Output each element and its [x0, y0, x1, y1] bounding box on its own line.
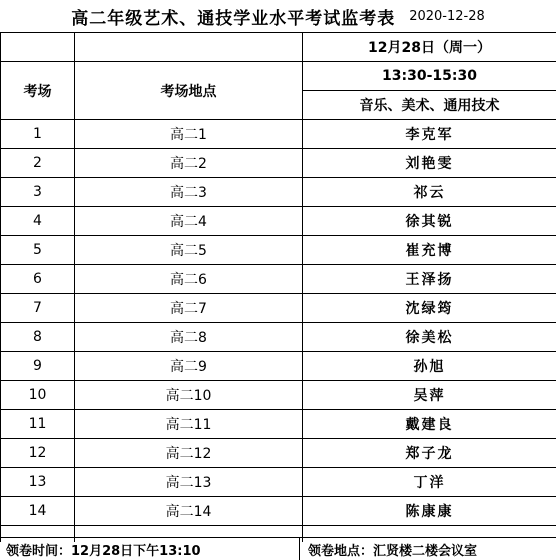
room-cell: 11: [1, 410, 75, 439]
table-row: [1, 352, 556, 381]
room-cell: 6: [1, 265, 75, 294]
room-cell: 14: [1, 497, 75, 526]
room-cell: 7: [1, 294, 75, 323]
proctor-cell: 王泽扬: [303, 265, 556, 294]
location-cell: 高二12: [75, 439, 303, 468]
room-cell: 12: [1, 439, 75, 468]
proctor-cell: 李克军: [303, 120, 556, 149]
location-cell: 高二1: [75, 120, 303, 149]
table-row: [1, 149, 556, 178]
proctor-cell: 丁洋: [303, 468, 556, 497]
proctor-cell: 崔充博: [303, 236, 556, 265]
room-cell: 3: [1, 178, 75, 207]
collect-time: 领卷时间：12月28日下午13:10: [0, 538, 300, 560]
table-row: [1, 120, 556, 149]
location-cell: 高二10: [75, 381, 303, 410]
location-cell: 高二9: [75, 352, 303, 381]
table-row: [1, 497, 556, 526]
table-row: [1, 323, 556, 352]
room-cell: 2: [1, 149, 75, 178]
room-cell: 10: [1, 381, 75, 410]
sheet-title: 高二年级艺术、通技学业水平考试监考表: [71, 4, 395, 29]
table-row: [1, 410, 556, 439]
proctor-cell: 徐其锐: [303, 207, 556, 236]
header-blank-cell: [1, 33, 75, 62]
location-cell: 高二14: [75, 497, 303, 526]
footer: [0, 537, 556, 560]
location-cell: 高二3: [75, 178, 303, 207]
collect-place: 领卷地点：汇贤楼二楼会议室: [300, 540, 477, 559]
table-row: [1, 265, 556, 294]
room-cell: 4: [1, 207, 75, 236]
table-row: [1, 381, 556, 410]
proctor-cell: 沈绿筠: [303, 294, 556, 323]
header-location: 考场地点: [75, 62, 303, 120]
proctor-cell: 祁云: [303, 178, 556, 207]
header-subjects: 音乐、美术、通用技术: [303, 91, 556, 120]
table-row: [1, 178, 556, 207]
proctor-cell: 陈康康: [303, 497, 556, 526]
title-row: [0, 0, 556, 32]
header-row-date: [1, 33, 556, 62]
header-row-time: [1, 62, 556, 91]
table-row: [1, 439, 556, 468]
location-cell: 高二11: [75, 410, 303, 439]
proctor-cell: 吴萍: [303, 381, 556, 410]
proctor-cell: 刘艳雯: [303, 149, 556, 178]
table-row: [1, 236, 556, 265]
room-cell: 1: [1, 120, 75, 149]
proctor-cell: 徐美松: [303, 323, 556, 352]
room-cell: 8: [1, 323, 75, 352]
table-row: [1, 207, 556, 236]
location-cell: 高二2: [75, 149, 303, 178]
table-row: [1, 294, 556, 323]
header-room: 考场: [1, 62, 75, 120]
proctor-table: [0, 32, 556, 542]
sheet-date: 2020-12-28: [409, 9, 485, 24]
room-cell: 13: [1, 468, 75, 497]
location-cell: 高二6: [75, 265, 303, 294]
location-cell: 高二5: [75, 236, 303, 265]
location-cell: 高二13: [75, 468, 303, 497]
proctor-cell: 戴建良: [303, 410, 556, 439]
table-row: [1, 468, 556, 497]
proctor-cell: 孙旭: [303, 352, 556, 381]
header-exam-time: 13:30-15:30: [303, 62, 556, 91]
header-exam-date: 12月28日（周一）: [303, 33, 556, 62]
proctor-cell: 郑子龙: [303, 439, 556, 468]
room-cell: 9: [1, 352, 75, 381]
header-blank-cell: [75, 33, 303, 62]
room-cell: 5: [1, 236, 75, 265]
location-cell: 高二7: [75, 294, 303, 323]
location-cell: 高二8: [75, 323, 303, 352]
location-cell: 高二4: [75, 207, 303, 236]
